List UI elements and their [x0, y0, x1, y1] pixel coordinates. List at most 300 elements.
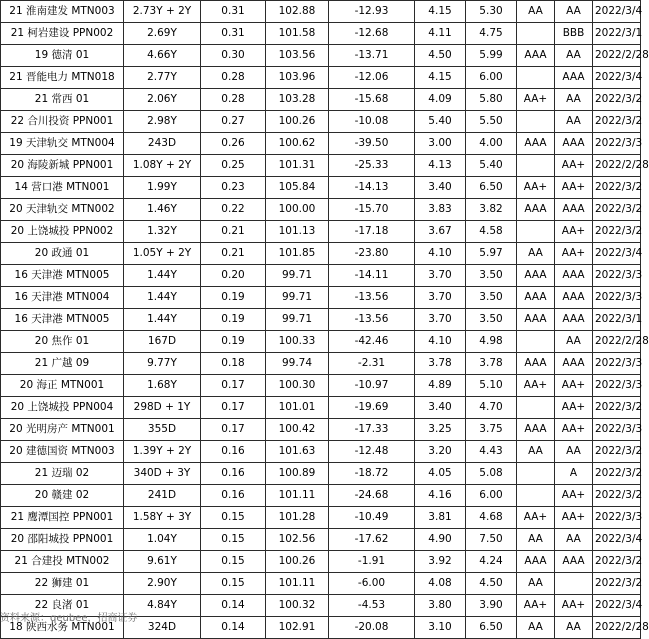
price-cell: 100.89 — [266, 463, 329, 485]
value-cell: 0.30 — [201, 45, 266, 67]
value-cell: 0.15 — [201, 551, 266, 573]
term-cell: 241D — [124, 485, 201, 507]
value-cell: 0.15 — [201, 573, 266, 595]
rating-cell: AA — [517, 573, 555, 595]
date-cell: 2022/3/3 — [593, 287, 641, 309]
bond-name-cell: 21 常西 01 — [1, 89, 124, 111]
term-cell: 324D — [124, 617, 201, 639]
date-cell: 2022/2/28 — [593, 155, 641, 177]
issuer-rating-cell: AA+ — [555, 155, 593, 177]
table-row — [1, 221, 641, 243]
yield-cell: 4.43 — [466, 441, 517, 463]
value-cell: 0.20 — [201, 265, 266, 287]
change-cell: -13.56 — [329, 287, 415, 309]
rating-cell: AA — [517, 617, 555, 639]
issuer-rating-cell — [555, 573, 593, 595]
value-cell: 0.14 — [201, 617, 266, 639]
bond-name-cell: 20 天津轨交 MTN002 — [1, 199, 124, 221]
yield-cell: 4.50 — [466, 573, 517, 595]
date-cell: 2022/3/4 — [593, 243, 641, 265]
date-cell: 2022/3/2 — [593, 485, 641, 507]
table-row — [1, 155, 641, 177]
term-cell: 2.06Y — [124, 89, 201, 111]
table-row — [1, 177, 641, 199]
yield-cell: 3.50 — [466, 309, 517, 331]
price-cell: 100.30 — [266, 375, 329, 397]
change-cell: -10.97 — [329, 375, 415, 397]
coupon-cell: 3.81 — [415, 507, 466, 529]
rating-cell — [517, 331, 555, 353]
yield-cell: 3.75 — [466, 419, 517, 441]
term-cell: 243D — [124, 133, 201, 155]
yield-cell: 4.98 — [466, 331, 517, 353]
table-row — [1, 287, 641, 309]
coupon-cell: 4.08 — [415, 573, 466, 595]
date-cell: 2022/3/1 — [593, 309, 641, 331]
bond-name-cell: 20 海正 MTN001 — [1, 375, 124, 397]
date-cell: 2022/3/2 — [593, 463, 641, 485]
date-cell: 2022/3/4 — [593, 1, 641, 23]
term-cell: 2.98Y — [124, 111, 201, 133]
bond-name-cell: 19 德清 01 — [1, 45, 124, 67]
change-cell: -25.33 — [329, 155, 415, 177]
rating-cell: AAA — [517, 133, 555, 155]
table-row — [1, 45, 641, 67]
price-cell: 100.00 — [266, 199, 329, 221]
term-cell: 4.84Y — [124, 595, 201, 617]
date-cell: 2022/2/28 — [593, 331, 641, 353]
table-row — [1, 1, 641, 23]
table-row — [1, 243, 641, 265]
price-cell: 100.42 — [266, 419, 329, 441]
bond-name-cell: 22 狮建 01 — [1, 573, 124, 595]
issuer-rating-cell: AA+ — [555, 177, 593, 199]
change-cell: -12.06 — [329, 67, 415, 89]
price-cell: 102.56 — [266, 529, 329, 551]
issuer-rating-cell: AAA — [555, 551, 593, 573]
rating-cell — [517, 111, 555, 133]
term-cell: 2.77Y — [124, 67, 201, 89]
rating-cell — [517, 463, 555, 485]
price-cell: 101.85 — [266, 243, 329, 265]
bond-name-cell: 21 合建投 MTN002 — [1, 551, 124, 573]
rating-cell — [517, 485, 555, 507]
change-cell: -20.08 — [329, 617, 415, 639]
table-row — [1, 397, 641, 419]
coupon-cell: 3.80 — [415, 595, 466, 617]
change-cell: -12.48 — [329, 441, 415, 463]
value-cell: 0.19 — [201, 331, 266, 353]
term-cell: 1.46Y — [124, 199, 201, 221]
term-cell: 1.99Y — [124, 177, 201, 199]
value-cell: 0.16 — [201, 463, 266, 485]
yield-cell: 6.50 — [466, 177, 517, 199]
bond-name-cell: 20 政通 01 — [1, 243, 124, 265]
change-cell: -18.72 — [329, 463, 415, 485]
price-cell: 99.71 — [266, 287, 329, 309]
date-cell: 2022/2/28 — [593, 617, 641, 639]
yield-cell: 3.78 — [466, 353, 517, 375]
rating-cell: AAA — [517, 309, 555, 331]
rating-cell: AA+ — [517, 595, 555, 617]
yield-cell: 5.80 — [466, 89, 517, 111]
value-cell: 0.17 — [201, 419, 266, 441]
date-cell: 2022/3/4 — [593, 595, 641, 617]
value-cell: 0.31 — [201, 1, 266, 23]
yield-cell: 5.30 — [466, 1, 517, 23]
rating-cell: AAA — [517, 551, 555, 573]
coupon-cell: 4.90 — [415, 529, 466, 551]
coupon-cell: 3.20 — [415, 441, 466, 463]
yield-cell: 6.50 — [466, 617, 517, 639]
issuer-rating-cell: BBB — [555, 23, 593, 45]
bond-name-cell: 19 天津轨交 MTN004 — [1, 133, 124, 155]
value-cell: 0.16 — [201, 485, 266, 507]
date-cell: 2022/3/3 — [593, 353, 641, 375]
yield-cell: 4.00 — [466, 133, 517, 155]
table-row — [1, 507, 641, 529]
date-cell: 2022/2/28 — [593, 45, 641, 67]
change-cell: -10.49 — [329, 507, 415, 529]
issuer-rating-cell: AAA — [555, 67, 593, 89]
date-cell: 2022/3/3 — [593, 375, 641, 397]
coupon-cell: 4.10 — [415, 243, 466, 265]
yield-cell: 5.40 — [466, 155, 517, 177]
date-cell: 2022/3/2 — [593, 551, 641, 573]
date-cell: 2022/3/2 — [593, 441, 641, 463]
coupon-cell: 3.00 — [415, 133, 466, 155]
rating-cell: AA — [517, 529, 555, 551]
rating-cell: AAA — [517, 419, 555, 441]
change-cell: -19.69 — [329, 397, 415, 419]
issuer-rating-cell: AA — [555, 1, 593, 23]
issuer-rating-cell: AAA — [555, 133, 593, 155]
table-row — [1, 441, 641, 463]
change-cell: -14.11 — [329, 265, 415, 287]
value-cell: 0.15 — [201, 529, 266, 551]
change-cell: -13.71 — [329, 45, 415, 67]
term-cell: 2.90Y — [124, 573, 201, 595]
change-cell: -15.70 — [329, 199, 415, 221]
date-cell: 2022/3/3 — [593, 419, 641, 441]
value-cell: 0.15 — [201, 507, 266, 529]
coupon-cell: 4.09 — [415, 89, 466, 111]
value-cell: 0.22 — [201, 199, 266, 221]
term-cell: 1.44Y — [124, 309, 201, 331]
bond-name-cell: 20 赣建 02 — [1, 485, 124, 507]
value-cell: 0.25 — [201, 155, 266, 177]
bond-name-cell: 20 光明房产 MTN001 — [1, 419, 124, 441]
table-row — [1, 485, 641, 507]
rating-cell: AA+ — [517, 375, 555, 397]
rating-cell — [517, 221, 555, 243]
term-cell: 1.58Y + 3Y — [124, 507, 201, 529]
rating-cell: AA+ — [517, 507, 555, 529]
table-row — [1, 309, 641, 331]
yield-cell: 3.90 — [466, 595, 517, 617]
source-note: 资料来源：qeubee，招商证券 — [0, 613, 138, 624]
term-cell: 1.68Y — [124, 375, 201, 397]
change-cell: -17.18 — [329, 221, 415, 243]
rating-cell — [517, 155, 555, 177]
price-cell: 101.11 — [266, 485, 329, 507]
issuer-rating-cell: AAA — [555, 309, 593, 331]
bond-name-cell: 22 良渚 01 — [1, 595, 124, 617]
issuer-rating-cell: AA+ — [555, 419, 593, 441]
coupon-cell: 4.15 — [415, 67, 466, 89]
bond-name-cell: 20 邵阳城投 PPN001 — [1, 529, 124, 551]
bond-name-cell: 21 柯岩建设 PPN002 — [1, 23, 124, 45]
coupon-cell: 4.89 — [415, 375, 466, 397]
change-cell: -15.68 — [329, 89, 415, 111]
coupon-cell: 3.70 — [415, 265, 466, 287]
change-cell: -1.91 — [329, 551, 415, 573]
issuer-rating-cell: AAA — [555, 265, 593, 287]
issuer-rating-cell: AAA — [555, 353, 593, 375]
change-cell: -2.31 — [329, 353, 415, 375]
bond-name-cell: 22 合川投资 PPN001 — [1, 111, 124, 133]
value-cell: 0.21 — [201, 221, 266, 243]
yield-cell: 3.50 — [466, 265, 517, 287]
term-cell: 1.05Y + 2Y — [124, 243, 201, 265]
rating-cell: AAA — [517, 265, 555, 287]
change-cell: -23.80 — [329, 243, 415, 265]
issuer-rating-cell: AA+ — [555, 507, 593, 529]
bond-name-cell: 21 晋能电力 MTN018 — [1, 67, 124, 89]
coupon-cell: 4.05 — [415, 463, 466, 485]
coupon-cell: 3.92 — [415, 551, 466, 573]
coupon-cell: 4.15 — [415, 1, 466, 23]
price-cell: 101.31 — [266, 155, 329, 177]
bond-name-cell: 20 焦作 01 — [1, 331, 124, 353]
bond-name-cell: 21 广越 09 — [1, 353, 124, 375]
date-cell: 2022/3/2 — [593, 221, 641, 243]
table-row — [1, 199, 641, 221]
value-cell: 0.19 — [201, 309, 266, 331]
yield-cell: 4.75 — [466, 23, 517, 45]
rating-cell — [517, 23, 555, 45]
value-cell: 0.17 — [201, 397, 266, 419]
price-cell: 103.28 — [266, 89, 329, 111]
price-cell: 101.28 — [266, 507, 329, 529]
coupon-cell: 3.70 — [415, 309, 466, 331]
change-cell: -10.08 — [329, 111, 415, 133]
rating-cell: AA+ — [517, 177, 555, 199]
issuer-rating-cell: AA+ — [555, 397, 593, 419]
price-cell: 100.26 — [266, 551, 329, 573]
issuer-rating-cell: AA — [555, 441, 593, 463]
change-cell: -12.93 — [329, 1, 415, 23]
date-cell: 2022/3/2 — [593, 199, 641, 221]
rating-cell: AAA — [517, 199, 555, 221]
value-cell: 0.28 — [201, 67, 266, 89]
yield-cell: 5.99 — [466, 45, 517, 67]
rating-cell: AAA — [517, 287, 555, 309]
table-row — [1, 111, 641, 133]
term-cell: 167D — [124, 331, 201, 353]
bond-name-cell: 20 建德国资 MTN003 — [1, 441, 124, 463]
date-cell: 2022/3/2 — [593, 397, 641, 419]
date-cell: 2022/3/2 — [593, 177, 641, 199]
coupon-cell: 4.50 — [415, 45, 466, 67]
yield-cell: 5.97 — [466, 243, 517, 265]
price-cell: 105.84 — [266, 177, 329, 199]
price-cell: 99.71 — [266, 309, 329, 331]
issuer-rating-cell: AA — [555, 45, 593, 67]
coupon-cell: 3.70 — [415, 287, 466, 309]
table-row — [1, 133, 641, 155]
yield-cell: 7.50 — [466, 529, 517, 551]
date-cell: 2022/3/2 — [593, 111, 641, 133]
table-row — [1, 265, 641, 287]
yield-cell: 4.58 — [466, 221, 517, 243]
bond-name-cell: 21 迈瑞 02 — [1, 463, 124, 485]
price-cell: 100.62 — [266, 133, 329, 155]
rating-cell — [517, 67, 555, 89]
rating-cell: AA — [517, 441, 555, 463]
value-cell: 0.18 — [201, 353, 266, 375]
date-cell: 2022/3/4 — [593, 529, 641, 551]
table-row — [1, 67, 641, 89]
term-cell: 9.61Y — [124, 551, 201, 573]
change-cell: -17.62 — [329, 529, 415, 551]
issuer-rating-cell: AA — [555, 617, 593, 639]
yield-cell: 5.50 — [466, 111, 517, 133]
bond-name-cell: 18 陕西水务 MTN001 — [1, 617, 124, 639]
price-cell: 101.11 — [266, 573, 329, 595]
value-cell: 0.27 — [201, 111, 266, 133]
term-cell: 1.44Y — [124, 265, 201, 287]
date-cell: 2022/3/1 — [593, 23, 641, 45]
term-cell: 9.77Y — [124, 353, 201, 375]
price-cell: 101.58 — [266, 23, 329, 45]
bond-name-cell: 20 海陵新城 PPN001 — [1, 155, 124, 177]
change-cell: -12.68 — [329, 23, 415, 45]
value-cell: 0.28 — [201, 89, 266, 111]
bond-name-cell: 14 营口港 MTN001 — [1, 177, 124, 199]
bond-name-cell: 20 上饶城投 PPN002 — [1, 221, 124, 243]
bond-table-body — [1, 1, 649, 639]
term-cell: 1.44Y — [124, 287, 201, 309]
issuer-rating-cell: AA+ — [555, 485, 593, 507]
value-cell: 0.31 — [201, 23, 266, 45]
coupon-cell: 3.40 — [415, 397, 466, 419]
term-cell: 340D + 3Y — [124, 463, 201, 485]
issuer-rating-cell: AA — [555, 89, 593, 111]
issuer-rating-cell: A — [555, 463, 593, 485]
issuer-rating-cell: AA+ — [555, 243, 593, 265]
change-cell: -13.56 — [329, 309, 415, 331]
term-cell: 298D + 1Y — [124, 397, 201, 419]
term-cell: 355D — [124, 419, 201, 441]
issuer-rating-cell: AAA — [555, 199, 593, 221]
value-cell: 0.26 — [201, 133, 266, 155]
coupon-cell: 3.78 — [415, 353, 466, 375]
bond-name-cell: 20 上饶城投 PPN004 — [1, 397, 124, 419]
yield-cell: 4.70 — [466, 397, 517, 419]
date-cell: 2022/3/3 — [593, 265, 641, 287]
issuer-rating-cell: AA+ — [555, 595, 593, 617]
price-cell: 99.71 — [266, 265, 329, 287]
date-cell: 2022/3/3 — [593, 507, 641, 529]
change-cell: -17.33 — [329, 419, 415, 441]
price-cell: 101.01 — [266, 397, 329, 419]
bond-name-cell: 16 天津港 MTN005 — [1, 265, 124, 287]
date-cell: 2022/3/4 — [593, 67, 641, 89]
value-cell: 0.14 — [201, 595, 266, 617]
table-row — [1, 419, 641, 441]
price-cell: 100.32 — [266, 595, 329, 617]
issuer-rating-cell: AA — [555, 529, 593, 551]
coupon-cell: 3.10 — [415, 617, 466, 639]
coupon-cell: 3.40 — [415, 177, 466, 199]
yield-cell: 4.68 — [466, 507, 517, 529]
price-cell: 101.13 — [266, 221, 329, 243]
coupon-cell: 4.10 — [415, 331, 466, 353]
price-cell: 100.26 — [266, 111, 329, 133]
table-row — [1, 89, 641, 111]
price-cell: 103.96 — [266, 67, 329, 89]
coupon-cell: 3.83 — [415, 199, 466, 221]
issuer-rating-cell: AAA — [555, 287, 593, 309]
term-cell: 1.08Y + 2Y — [124, 155, 201, 177]
price-cell: 100.33 — [266, 331, 329, 353]
value-cell: 0.21 — [201, 243, 266, 265]
table-row — [1, 573, 641, 595]
term-cell: 1.04Y — [124, 529, 201, 551]
change-cell: -42.46 — [329, 331, 415, 353]
issuer-rating-cell: AA+ — [555, 375, 593, 397]
bond-name-cell: 16 天津港 MTN004 — [1, 287, 124, 309]
price-cell: 102.91 — [266, 617, 329, 639]
coupon-cell: 4.13 — [415, 155, 466, 177]
change-cell: -6.00 — [329, 573, 415, 595]
price-cell: 103.56 — [266, 45, 329, 67]
value-cell: 0.23 — [201, 177, 266, 199]
term-cell: 2.73Y + 2Y — [124, 1, 201, 23]
issuer-rating-cell: AA+ — [555, 221, 593, 243]
bond-name-cell: 16 天津港 MTN005 — [1, 309, 124, 331]
issuer-rating-cell: AA — [555, 111, 593, 133]
date-cell: 2022/3/2 — [593, 89, 641, 111]
change-cell: -24.68 — [329, 485, 415, 507]
yield-cell: 4.24 — [466, 551, 517, 573]
table-row — [1, 463, 641, 485]
rating-cell: AA — [517, 243, 555, 265]
rating-cell: AAA — [517, 45, 555, 67]
yield-cell: 6.00 — [466, 485, 517, 507]
change-cell: -39.50 — [329, 133, 415, 155]
value-cell: 0.17 — [201, 375, 266, 397]
value-cell: 0.16 — [201, 441, 266, 463]
change-cell: -14.13 — [329, 177, 415, 199]
bond-name-cell: 21 淮南建发 MTN003 — [1, 1, 124, 23]
rating-cell: AAA — [517, 353, 555, 375]
coupon-cell: 3.25 — [415, 419, 466, 441]
coupon-cell: 3.67 — [415, 221, 466, 243]
value-cell: 0.19 — [201, 287, 266, 309]
rating-cell — [517, 397, 555, 419]
yield-cell: 3.82 — [466, 199, 517, 221]
term-cell: 2.69Y — [124, 23, 201, 45]
coupon-cell: 4.16 — [415, 485, 466, 507]
date-cell: 2022/3/2 — [593, 573, 641, 595]
table-row — [1, 529, 641, 551]
yield-cell: 5.08 — [466, 463, 517, 485]
issuer-rating-cell: AA — [555, 331, 593, 353]
bond-name-cell: 21 鹰潭国控 PPN001 — [1, 507, 124, 529]
yield-cell: 5.10 — [466, 375, 517, 397]
